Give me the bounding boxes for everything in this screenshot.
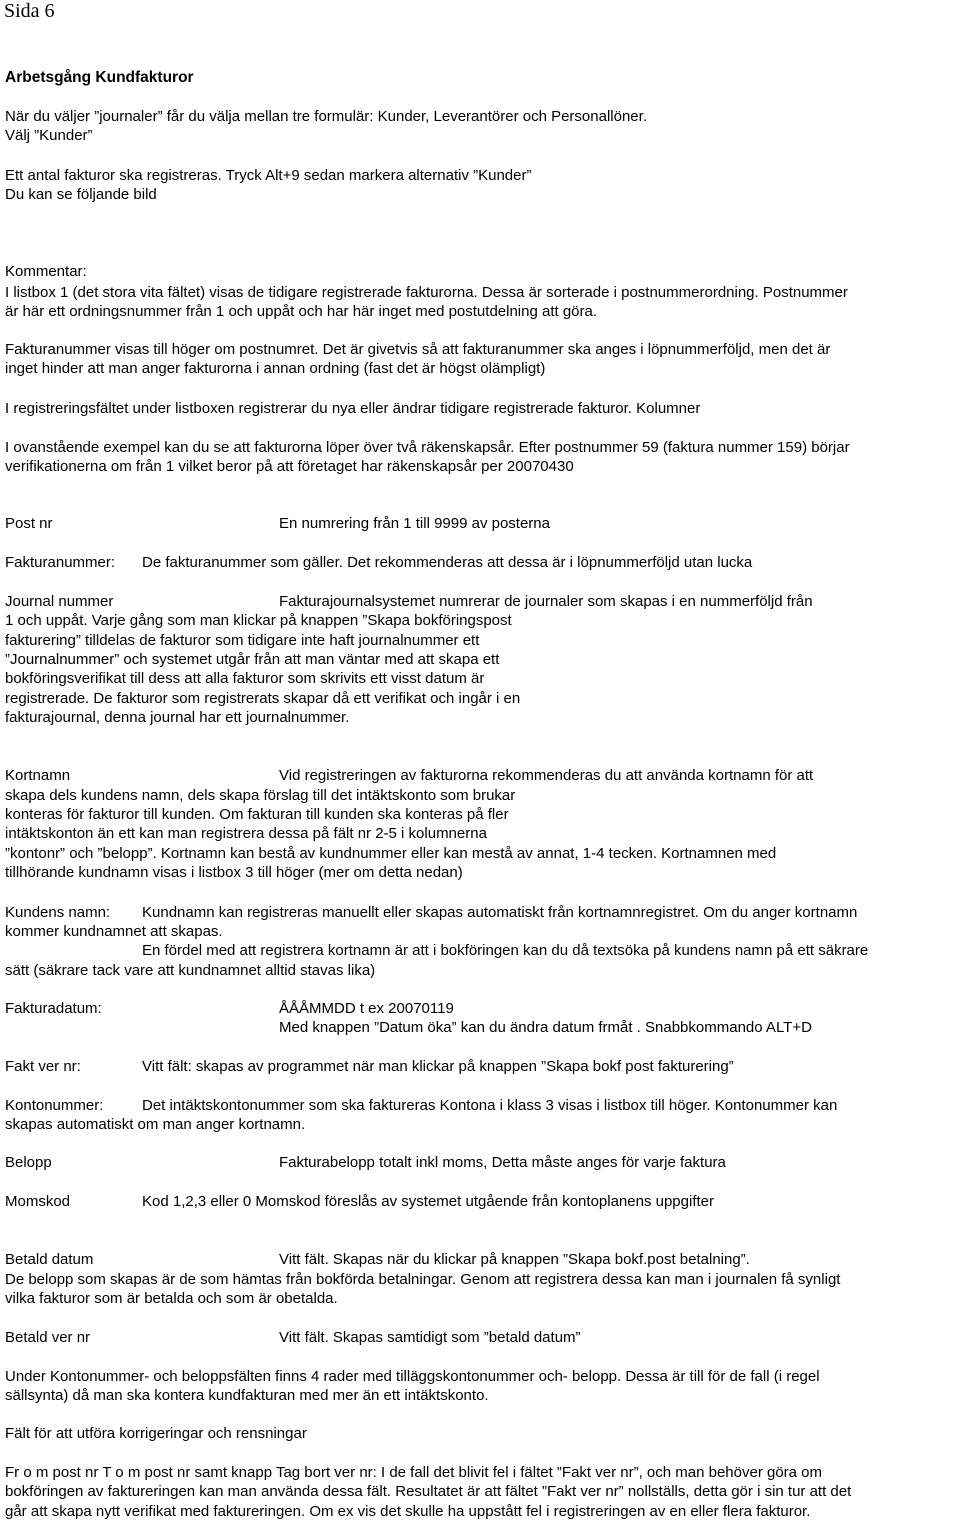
field-desc-fakturanummer: De fakturanummer som gäller. Det rekommenderas att dessa är i löpnummerföljd utan lucka <box>142 554 753 571</box>
field-label-post-nr: Post nr <box>5 515 53 532</box>
field-label-betald-datum: Betald datum <box>5 1251 94 1268</box>
journal-line: fakturajournal, denna journal har ett journalnummer. <box>5 709 350 726</box>
field-label-betald-ver-nr: Betald ver nr <box>5 1329 91 1346</box>
kortnamn-line: intäktskonton än ett kan man registrera dessa på fält nr 2-5 i kolumnerna <box>5 825 487 842</box>
section-heading: Arbetsgång Kundfakturor <box>5 69 194 86</box>
outro-line: går att skapa nytt verifikat med faktureringen. Om ex vis det skulle ha uppstått fel i registreringen av en eller flera fakturor. <box>5 1503 811 1520</box>
field-label-journal-nummer: Journal nummer <box>5 593 114 610</box>
intro-line: Ett antal fakturor ska registreras. Tryck Alt+9 sedan markera alternativ ”Kunder” <box>5 167 532 184</box>
betald-datum-line: De belopp som skapas är de som hämtas från bokförda betalningar. Genom att registrera dessa kan man i journalen få synligt <box>5 1271 841 1288</box>
outro-line: Under Kontonummer- och beloppsfälten finns 4 rader med tilläggskontonummer och- belopp. Dessa är till för de fall (i regel <box>5 1368 820 1385</box>
field-desc-betald-datum: Vitt fält. Skapas när du klickar på knappen ”Skapa bokf.post betalning”. <box>279 1251 750 1268</box>
journal-line: bokföringsverifikat till dess att alla fakturor som skrivits ett visst datum är <box>5 670 485 687</box>
field-label-fakt-ver-nr: Fakt ver nr: <box>5 1058 81 1075</box>
field-desc-fakt-ver-nr: Vitt fält: skapas av programmet när man klickar på knappen ”Skapa bokf post fakturering” <box>142 1058 734 1075</box>
field-desc-post-nr: En numrering från 1 till 9999 av posterna <box>279 515 550 532</box>
outro-line: bokföringen av faktureringen kan man använda dessa fält. Resultatet är att fältet ”Fakt ver nr” nollställs, detta gör i sin tur att det <box>5 1483 852 1500</box>
field-desc-betald-ver-nr: Vitt fält. Skapas samtidigt som ”betald datum” <box>279 1329 581 1346</box>
journal-line: ”Journalnummer” och systemet utgår från att man väntar med att skapa ett <box>5 651 500 668</box>
outro-heading: Fält för att utföra korrigeringar och rensningar <box>5 1425 307 1442</box>
field-label-fakturanummer: Fakturanummer: <box>5 554 116 571</box>
kortnamn-line: konteras för fakturor till kunden. Om fakturan till kunden ska konteras på fler <box>5 806 509 823</box>
field-label-kontonummer: Kontonummer: <box>5 1097 104 1114</box>
intro-line: Välj ”Kunder” <box>5 127 93 144</box>
journal-line: 1 och uppåt. Varje gång som man klickar på knappen ”Skapa bokföringspost <box>5 612 512 629</box>
comment-line: I registreringsfältet under listboxen registrerar du nya eller ändrar tidigare registrerade fakturor. Kolumner <box>5 400 701 417</box>
fakturadatum-line: Med knappen ”Datum öka” kan du ändra datum frmåt . Snabbkommando ALT+D <box>279 1019 812 1036</box>
kontonummer-line: skapas automatiskt om man anger kortnamn. <box>5 1116 306 1133</box>
journal-line: registrerade. De fakturor som registrerats skapar då ett verifikat och ingår i en <box>5 690 521 707</box>
outro-line: Fr o m post nr T o m post nr samt knapp Tag bort ver nr: I de fall det blivit fel i fältet ”Fakt ver nr”, och man behöver göra om <box>5 1464 823 1481</box>
comment-line: verifikationerna om från 1 vilket beror på att företaget har räkenskapsår per 20070430 <box>5 458 574 475</box>
field-label-kortnamn: Kortnamn <box>5 767 71 784</box>
kortnamn-line: skapa dels kundens namn, dels skapa förslag till det intäktskonto som brukar <box>5 787 516 804</box>
field-desc-journal-nummer: Fakturajournalsystemet numrerar de journaler som skapas i en nummerföljd från <box>279 593 813 610</box>
comment-line: inget hinder att man anger fakturorna i annan ordning (fast det är högst olämpligt) <box>5 360 546 377</box>
comment-line: I ovanstående exempel kan du se att fakturorna löper över två räkenskapsår. Efter postnummer 59 (faktura nummer 159) börjar <box>5 439 850 456</box>
journal-line: fakturering” tilldelas de fakturor som tidigare inte haft journalnummer ett <box>5 632 480 649</box>
field-desc-fakturadatum: ÅÅÅMMDD t ex 20070119 <box>279 1000 454 1017</box>
intro-line: Du kan se följande bild <box>5 186 157 203</box>
kundens-namn-line: En fördel med att registrera kortnamn är att i bokföringen kan du då textsöka på kundens namn på ett säkrare <box>142 942 869 959</box>
page-number: Sida 6 <box>4 0 55 22</box>
field-desc-kortnamn: Vid registreringen av fakturorna rekommenderas du att använda kortnamn för att <box>279 767 814 784</box>
comment-heading: Kommentar: <box>5 263 87 280</box>
kortnamn-line: tillhörande kundnamn visas i listbox 3 till höger (mer om detta nedan) <box>5 864 463 881</box>
field-desc-belopp: Fakturabelopp totalt inkl moms, Detta måste anges för varje faktura <box>279 1154 726 1171</box>
field-desc-momskod: Kod 1,2,3 eller 0 Momskod föreslås av systemet utgående från kontoplanens uppgifter <box>142 1193 714 1210</box>
field-label-momskod: Momskod <box>5 1193 71 1210</box>
field-label-kundens-namn: Kundens namn: <box>5 904 111 921</box>
comment-line: I listbox 1 (det stora vita fältet) visas de tidigare registrerade fakturorna. Dessa är sorterade i postnummerordning. Postnummer <box>5 284 848 301</box>
intro-line: När du väljer ”journaler” får du välja mellan tre formulär: Kunder, Leverantörer och Personallöner. <box>5 108 647 125</box>
comment-line: Fakturanummer visas till höger om postnumret. Det är givetvis så att fakturanummer ska anges i löpnummerföljd, men det är <box>5 341 831 358</box>
outro-line: sällsynta) då man ska kontera kundfakturan med mer än ett intäktskonto. <box>5 1387 489 1404</box>
field-desc-kontonummer: Det intäktskontonummer som ska faktureras Kontona i klass 3 visas i listbox till höger. Kontonummer kan <box>142 1097 838 1114</box>
betald-datum-line: vilka fakturor som är betalda och som är obetalda. <box>5 1290 338 1307</box>
field-label-fakturadatum: Fakturadatum: <box>5 1000 102 1017</box>
kortnamn-line: ”kontonr” och ”belopp”. Kortnamn kan bestå av kundnummer eller kan mestå av annat, 1-4 tecken. Kortnamnen med <box>5 845 777 862</box>
kundens-namn-line: sätt (säkrare tack vare att kundnamnet alltid stavas lika) <box>5 962 376 979</box>
comment-line: är här ett ordningsnummer från 1 och uppåt och har här inget med postutdelning att göra. <box>5 303 598 320</box>
field-desc-kundens-namn: Kundnamn kan registreras manuellt eller skapas automatiskt från kortnamnregistret. Om du anger kortnamn <box>142 904 858 921</box>
kundens-namn-line: kommer kundnamnet att skapas. <box>5 923 223 940</box>
field-label-belopp: Belopp <box>5 1154 52 1171</box>
